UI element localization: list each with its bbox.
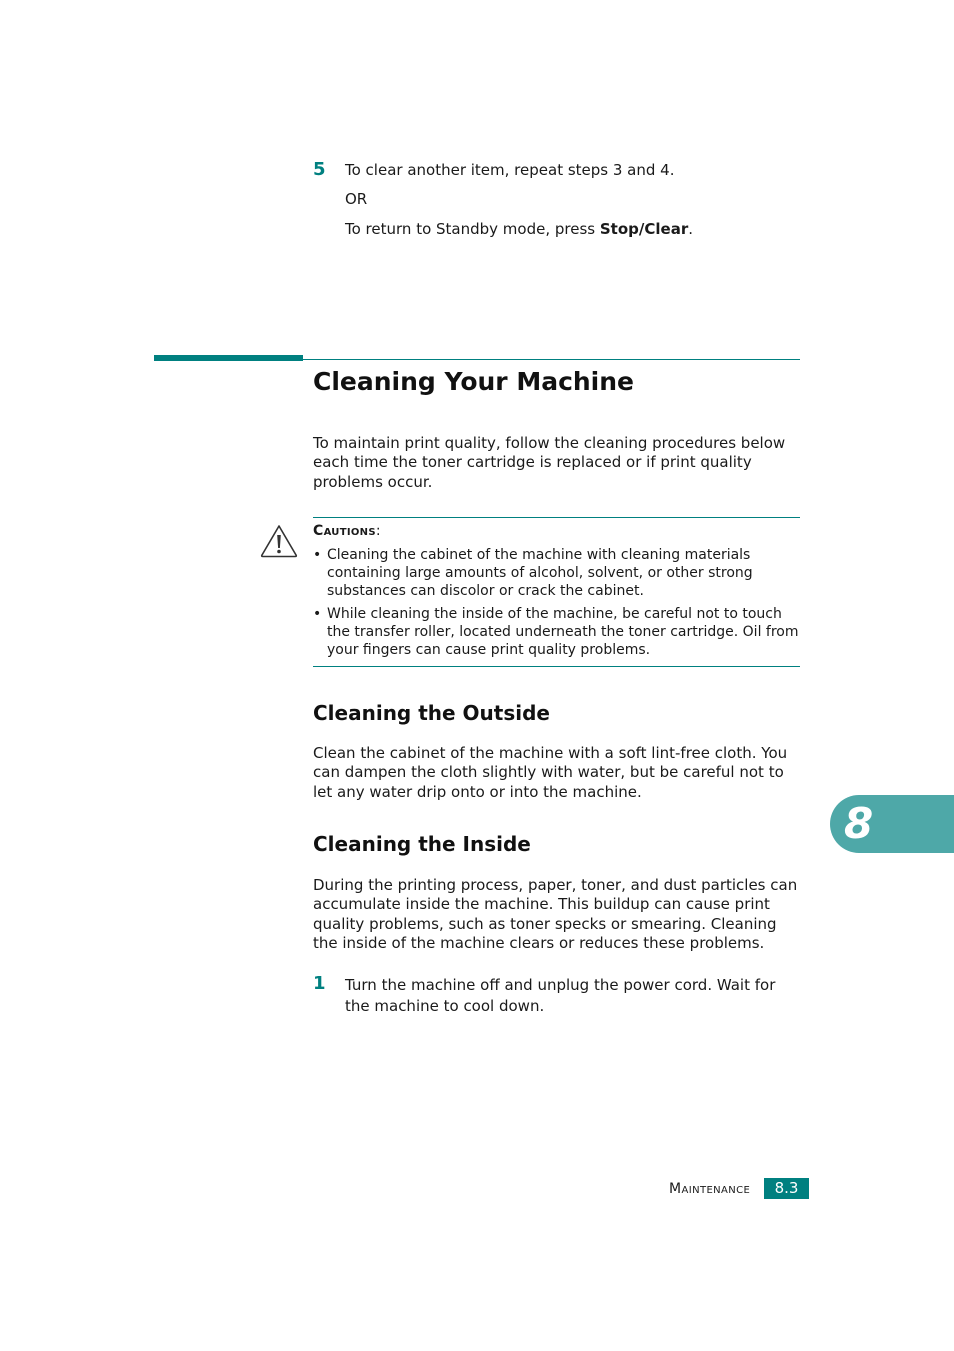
step-number-5: 5 [313, 159, 326, 180]
inside-heading: Cleaning the Inside [313, 832, 531, 856]
page-number-badge: 8.3 [764, 1178, 809, 1199]
page-title: Cleaning Your Machine [313, 367, 635, 396]
bullet-icon: • [313, 547, 322, 563]
cautions-heading [313, 523, 381, 540]
section-rule-thin [303, 359, 800, 360]
section-rule-thick [154, 355, 303, 361]
step-5-line-3 [345, 220, 805, 239]
bullet-icon: • [313, 606, 322, 623]
warning-triangle-icon [260, 524, 298, 558]
caution-item [313, 547, 803, 600]
step-5-line-1: To clear another item, repeat steps 3 and 4. [345, 161, 675, 179]
cautions-list [313, 547, 803, 666]
caution-item [313, 606, 803, 659]
cautions-colon: : [375, 523, 381, 539]
caution-bottom-rule [313, 666, 800, 667]
step-5-text [345, 161, 805, 239]
footer-chapter-label: Maintenance [669, 1181, 751, 1197]
stop-clear-key: Stop/Clear [599, 219, 689, 238]
step-5-line-3-suffix: . [688, 219, 693, 238]
intro-paragraph: To maintain print quality, follow the cleaning procedures below each time the toner cartridge is replaced or if print quality problems occur. [313, 434, 786, 491]
inside-paragraph: During the printing process, paper, toner, and dust particles can accumulate inside the machine. This buildup can cause print quality problems, such as toner specks or smearing. Cleaning the inside of the machine clears or reduces these problems. [313, 876, 798, 952]
chapter-tab: 8 [830, 795, 954, 853]
step-5-or: OR [345, 190, 368, 209]
outside-paragraph: Clean the cabinet of the machine with a soft lint-free cloth. You can dampen the cloth slightly with water, but be careful not to let any water drip onto or into the machine. [313, 744, 788, 801]
step-5-line-3-prefix: To return to Standby mode, press [345, 219, 600, 238]
caution-item-text: While cleaning the inside of the machine, be careful not to touch the transfer roller, located underneath the toner cartridge. Oil from your fingers can cause print quality problems. [327, 606, 799, 658]
step-number-1: 1 [313, 973, 326, 994]
caution-top-rule [313, 517, 800, 518]
outside-heading: Cleaning the Outside [313, 701, 550, 725]
caution-item-text: Cleaning the cabinet of the machine with cleaning materials containing large amounts of alcohol, solvent, or other strong substances can discolor or crack the cabinet. [327, 547, 753, 599]
step-1-text: Turn the machine off and unplug the power cord. Wait for the machine to cool down. [345, 976, 776, 1015]
cautions-label: Cautions [313, 523, 376, 539]
